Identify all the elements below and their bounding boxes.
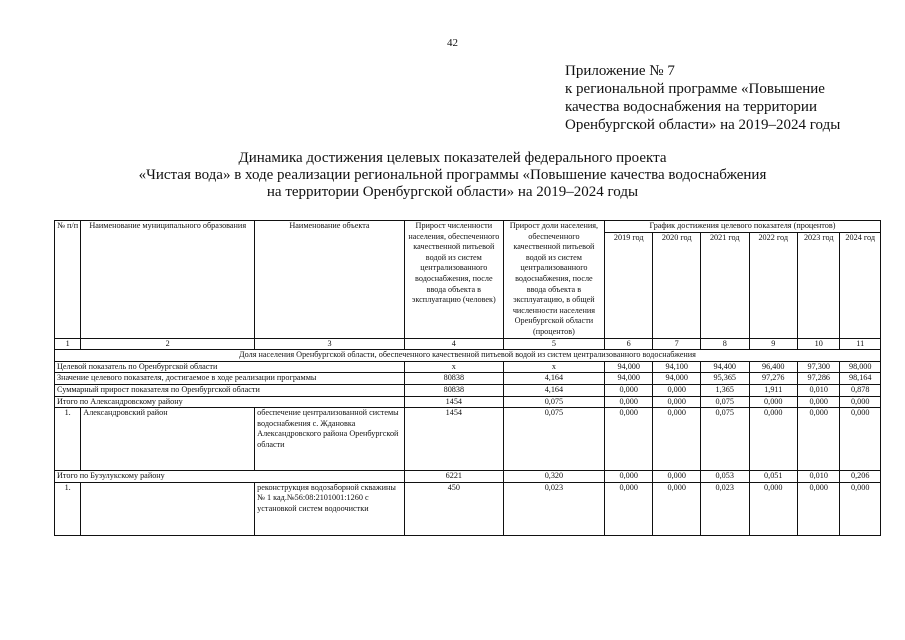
cell-value: 0,010 (798, 384, 840, 396)
cell-value: 80838 (404, 373, 503, 385)
cell-value: 0,320 (503, 471, 604, 483)
document-title (0, 150, 905, 201)
cell-value: 0,000 (604, 471, 653, 483)
column-index: 6 (604, 338, 653, 350)
cell-value: 0,075 (503, 408, 604, 471)
object-name: обеспечение централизованной системы водоснабжения с. Ждановка Александровского района Оренбургской области (255, 408, 405, 471)
column-index: 3 (255, 338, 405, 350)
cell-value: 0,000 (604, 396, 653, 408)
cell-value: 0,000 (840, 482, 881, 535)
appendix-line: Оренбургской области» на 2019–2024 годы (565, 117, 841, 133)
column-index: 8 (700, 338, 749, 350)
header-year: 2019 год (604, 232, 653, 338)
cell-value: 0,000 (749, 408, 798, 471)
cell-value: 0,000 (798, 408, 840, 471)
district-total-row (55, 396, 881, 408)
column-index: 5 (503, 338, 604, 350)
cell-value: 0,206 (840, 471, 881, 483)
cell-value: 0,000 (798, 482, 840, 535)
cell-value: 0,000 (749, 396, 798, 408)
column-index: 10 (798, 338, 840, 350)
appendix-line: качества водоснабжения на территории (565, 99, 817, 115)
cell-value: 0,000 (653, 396, 701, 408)
cell-value: 0,023 (503, 482, 604, 535)
cell-value: 0,000 (604, 482, 653, 535)
cell-value: 96,400 (749, 361, 798, 373)
cell-value: х (503, 361, 604, 373)
appendix-line: Приложение № 7 (565, 63, 675, 79)
cell-value: 94,000 (653, 373, 701, 385)
cell-value: 0,000 (749, 482, 798, 535)
cell-value: 6221 (404, 471, 503, 483)
header-year: 2020 год (653, 232, 701, 338)
cell-value: 94,400 (700, 361, 749, 373)
cell-value: 0,010 (798, 471, 840, 483)
header-schedule: График достижения целевого показателя (процентов) (604, 221, 880, 233)
cell-value: 0,000 (840, 396, 881, 408)
cell-value: 1,911 (749, 384, 798, 396)
header-share-growth: Прирост доли населения, обеспеченного качественной питьевой водой из систем централизованного водоснабжения, после ввода объекта в эксплуатацию, в общей численности населения Оренбургской области (процентов) (503, 221, 604, 339)
cell-value: 0,878 (840, 384, 881, 396)
header-object: Наименование объекта (255, 221, 405, 339)
municipality-name: Александровский район (81, 408, 255, 471)
cell-value: 0,000 (653, 471, 701, 483)
cell-value: 0,053 (700, 471, 749, 483)
cell-value: 0,000 (653, 384, 701, 396)
cell-value: 0,000 (604, 408, 653, 471)
page-number: 42 (447, 37, 458, 49)
table-row (55, 482, 881, 535)
indicators-table (54, 220, 881, 536)
cell-value: 0,075 (700, 408, 749, 471)
object-name: реконструкция водозаборной скважины № 1 кад.№56:08:2101001:1260 с установкой систем водоочистки (255, 482, 405, 535)
cell-value: 450 (404, 482, 503, 535)
title-line: «Чистая вода» в ходе реализации региональной программы «Повышение качества водоснабжения (138, 167, 767, 183)
cell-value: 0,000 (653, 408, 701, 471)
municipality-name (81, 482, 255, 535)
column-index: 1 (55, 338, 81, 350)
row-label: Итого по Бузулукскому району (55, 471, 405, 483)
appendix-line: к региональной программе «Повышение (565, 81, 825, 97)
table-row (55, 361, 881, 373)
cell-value: 0,023 (700, 482, 749, 535)
cell-value: 98,000 (840, 361, 881, 373)
section-title: Доля населения Оренбургской области, обеспеченного качественной питьевой водой из систем централизованного водоснабжения (55, 350, 881, 362)
row-number: 1. (55, 482, 81, 535)
cell-value: 0,075 (700, 396, 749, 408)
header-year: 2024 год (840, 232, 881, 338)
cell-value: 97,276 (749, 373, 798, 385)
header-year: 2023 год (798, 232, 840, 338)
table-row (55, 384, 881, 396)
cell-value: 4,164 (503, 384, 604, 396)
district-total-row (55, 471, 881, 483)
column-index: 11 (840, 338, 881, 350)
cell-value: 98,164 (840, 373, 881, 385)
column-index: 2 (81, 338, 255, 350)
row-number: 1. (55, 408, 81, 471)
row-label: Целевой показатель по Оренбургской области (55, 361, 405, 373)
header-year: 2021 год (700, 232, 749, 338)
cell-value: 94,000 (604, 361, 653, 373)
appendix-block (565, 62, 840, 134)
column-index: 9 (749, 338, 798, 350)
cell-value: 94,000 (604, 373, 653, 385)
title-line: Динамика достижения целевых показателей федерального проекта (238, 150, 667, 166)
header-year: 2022 год (749, 232, 798, 338)
cell-value: 0,000 (840, 408, 881, 471)
cell-value: 97,286 (798, 373, 840, 385)
table-row (55, 373, 881, 385)
cell-value: 97,300 (798, 361, 840, 373)
cell-value: 0,000 (604, 384, 653, 396)
cell-value: 80838 (404, 384, 503, 396)
cell-value: 4,164 (503, 373, 604, 385)
cell-value: 0,051 (749, 471, 798, 483)
column-index: 4 (404, 338, 503, 350)
section-row (55, 350, 881, 362)
cell-value: 1454 (404, 408, 503, 471)
cell-value: 0,000 (798, 396, 840, 408)
column-index: 7 (653, 338, 701, 350)
cell-value: х (404, 361, 503, 373)
row-label: Значение целевого показателя, достигаемое в ходе реализации программы (55, 373, 405, 385)
table-row (55, 408, 881, 471)
header-population-growth: Прирост численности населения, обеспеченного качественной питьевой водой из систем централизованного водоснабжения, после ввода объекта в эксплуатацию (человек) (404, 221, 503, 339)
cell-value: 1,365 (700, 384, 749, 396)
cell-value: 1454 (404, 396, 503, 408)
row-label: Суммарный прирост показателя по Оренбургской области (55, 384, 405, 396)
column-index-row (55, 338, 881, 350)
row-label: Итого по Александровскому району (55, 396, 405, 408)
cell-value: 95,365 (700, 373, 749, 385)
header-municipality: Наименование муниципального образования (81, 221, 255, 339)
cell-value: 94,100 (653, 361, 701, 373)
title-line: на территории Оренбургской области» на 2019–2024 годы (266, 184, 639, 200)
header-num: № п/п (55, 221, 81, 339)
cell-value: 0,075 (503, 396, 604, 408)
cell-value: 0,000 (653, 482, 701, 535)
